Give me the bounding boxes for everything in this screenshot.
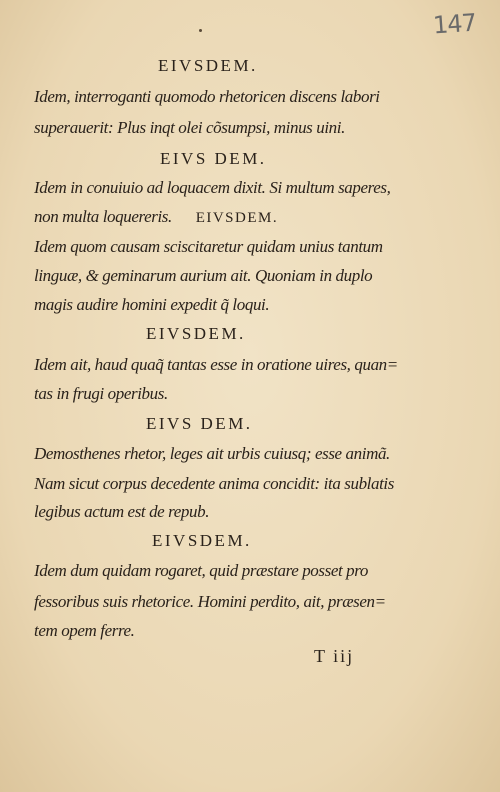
text-line: tem opem ferre. — [34, 621, 135, 640]
signature-mark: T iij — [314, 646, 355, 666]
text-line: Demosthenes rhetor, leges ait urbis cuiusq; esse animã. — [34, 444, 390, 463]
text-line: Idem, interroganti quomodo rhetoricen discens labori — [34, 87, 380, 106]
ink-dot — [199, 29, 202, 32]
text-line: Idem in conuiuio ad loquacem dixit. Si multum saperes, — [34, 178, 391, 197]
text-line: Idem dum quidam rogaret, quid præstare posset pro — [34, 561, 368, 580]
text-line: fessoribus suis rhetorice. Homini perdito, ait, præsen= — [34, 592, 386, 611]
heading-eiusdem: EIVSDEM. — [146, 324, 246, 343]
text-line: tas in frugi operibus. — [34, 384, 168, 403]
heading-eiusdem: EIVSDEM. — [158, 56, 258, 75]
folio-number: 147 — [432, 8, 477, 40]
text-line — [34, 207, 278, 227]
text-line: magis audire homini expedit q̃ loqui. — [34, 295, 270, 314]
heading-eiusdem: EIVS DEM. — [160, 149, 267, 168]
text-line: legibus actum est de repub. — [34, 502, 210, 521]
heading-eiusdem: EIVSDEM. — [152, 531, 252, 550]
inline-heading-eiusdem: EIVSDEM. — [195, 210, 279, 226]
heading-eiusdem: EIVS DEM. — [146, 414, 253, 433]
text-line: Idem quom causam sciscitaretur quidam unius tantum — [34, 237, 383, 256]
text-line: superauerit: Plus inqt olei cõsumpsi, minus uini. — [34, 118, 345, 137]
text-line: Nam sicut corpus decedente anima concidit: ita sublatis — [34, 474, 394, 493]
text-fragment: non multa loquereris. — [34, 207, 172, 226]
text-line: Idem ait, haud quaq̃ tantas esse in oratione uires, quan= — [34, 355, 398, 374]
text-line: linguæ, & geminarum aurium ait. Quoniam in duplo — [34, 266, 373, 285]
